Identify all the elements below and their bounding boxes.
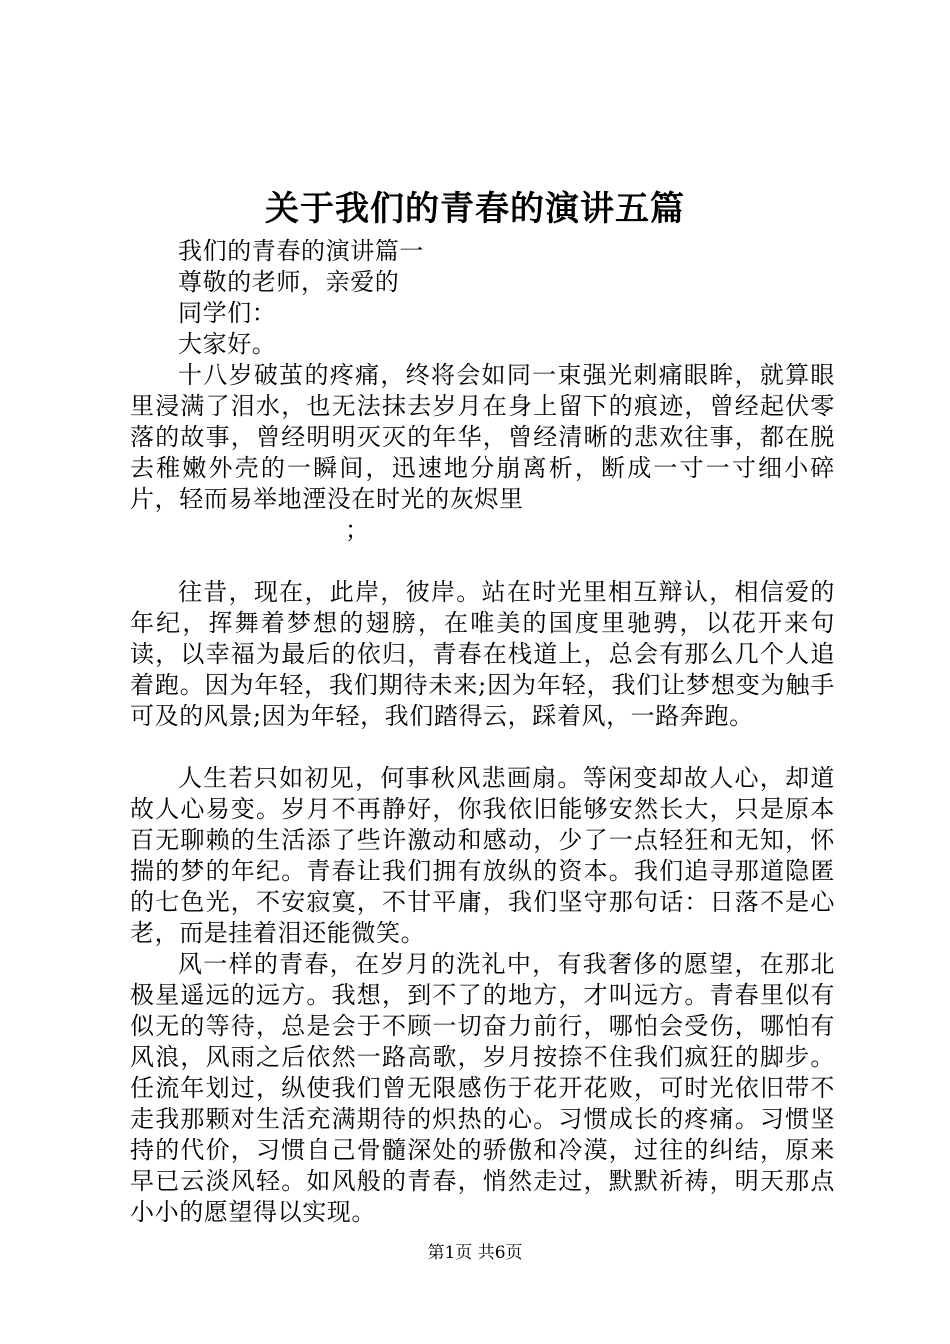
salutation-line-2: 同学们： [178, 299, 277, 327]
spacer [130, 546, 835, 577]
spacer [130, 732, 835, 763]
paragraph-4: 风一样的青春，在岁月的洗礼中，有我奢侈的愿望，在那北极星遥远的远方。我想，到不了的地方，才叫远方。青春里似有似无的等待，总是会于不顾一切奋力前行，哪怕会受伤，哪怕有风浪，风雨之后依然一路高歌，岁月按捺不住我们疯狂的脚步。任流年划过，纵使我们曾无限感伤于花开花败，可时光依旧带不走我那颗对生活充满期待的炽热的心。习惯成长的疼痛。习惯坚持的代价，习惯自己骨髓深处的骄傲和冷漠，过往的纠结，原来早已云淡风轻。如风般的青春，悄然走过，默默祈祷，明天那点小小的愿望得以实现。 [130, 950, 835, 1226]
paragraph-2: 往昔，现在，此岸，彼岸。站在时光里相互辩认，相信爱的年纪，挥舞着梦想的翅膀，在唯美的国度里驰骋，以花开来句读，以幸福为最后的依归，青春在栈道上，总会有那么几个人追着跑。因为年轻，我们期待未来;因为年轻，我们让梦想变为触手可及的风景;因为年轻，我们踏得云，踩着风，一路奔跑。 [130, 578, 835, 730]
greeting: 大家好。 [178, 330, 277, 358]
page-number: 第1页 共6页 [427, 1243, 523, 1263]
page-title: 关于我们的青春的演讲五篇 [265, 189, 685, 229]
paragraph-1: 十八岁破茧的疼痛，终将会如同一束强光刺痛眼眸，就算眼里浸满了泪水，也无法抹去岁月在身上留下的痕迹，曾经起伏零落的故事，曾经明明灭灭的年华，曾经清晰的悲欢往事，都在脱去稚嫩外壳的一瞬间，迅速地分崩离析，断成一寸一寸细小碎片，轻而易举地湮没在时光的灰烬里 [130, 361, 835, 513]
section-heading: 我们的青春的演讲篇一 [178, 237, 424, 265]
document-body [130, 236, 835, 1228]
paragraph-3: 人生若只如初见，何事秋风悲画扇。等闲变却故人心，却道故人心易变。岁月不再静好，你我依旧能够安然长大，只是原本百无聊赖的生活添了些许激动和感动，少了一点轻狂和无知，怀揣的梦的年纪。青春让我们拥有放纵的资本。我们追寻那道隐匿的七色光，不安寂寞，不甘平庸，我们坚守那句话：日落不是心老，而是挂着泪还能微笑。 [130, 764, 835, 947]
salutation-line-1: 尊敬的老师，亲爱的 [178, 268, 400, 296]
paragraph-semicolon: ； [345, 516, 370, 544]
